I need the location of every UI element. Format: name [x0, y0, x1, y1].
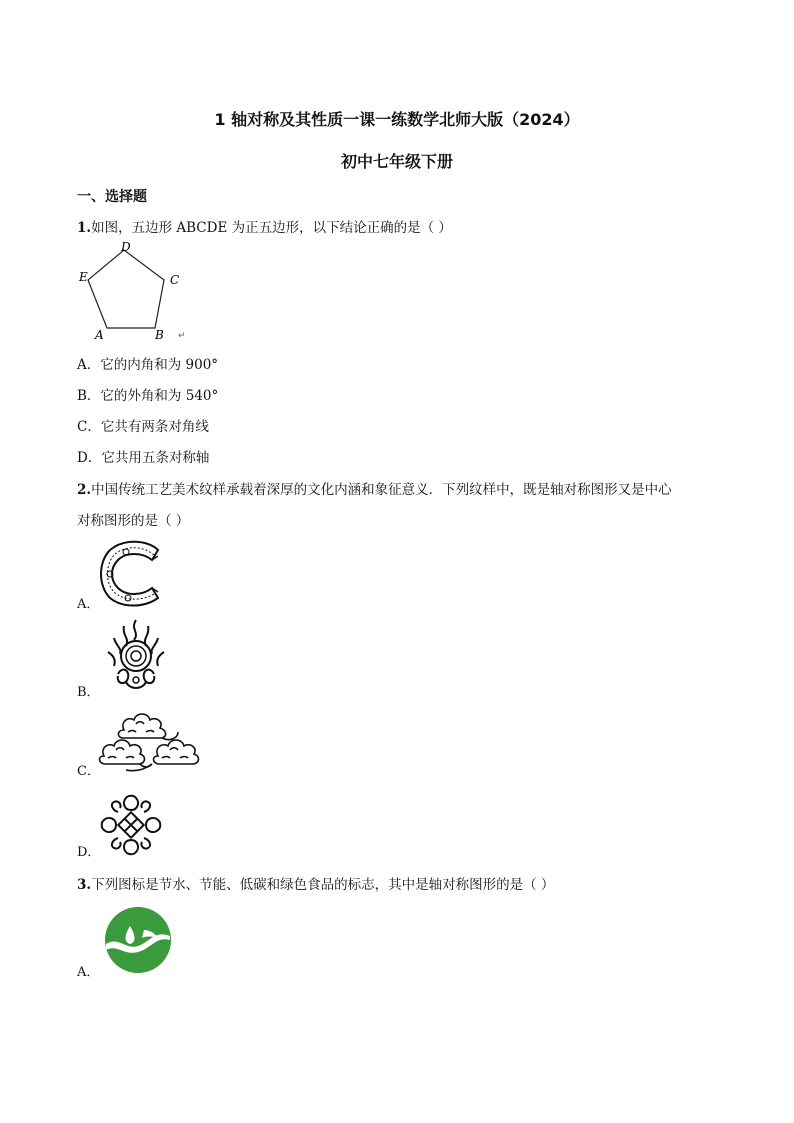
flame-pattern-icon: [100, 616, 172, 694]
q1-option-d: D．它共用五条对称轴: [77, 450, 210, 466]
q3-option-a-label: A．: [77, 965, 100, 980]
q1-option-b: B．它的外角和为 540°: [77, 388, 219, 404]
dragon-pattern-icon: [96, 538, 168, 610]
return-mark-icon: ↵: [178, 331, 186, 341]
q1-option-c: C．它共有两条对角线: [77, 419, 209, 435]
pentagon-shape: [88, 250, 164, 328]
q2-option-d-label: D．: [77, 845, 101, 860]
water-saving-logo-icon: [104, 906, 172, 974]
floral-pattern-icon: [98, 792, 164, 858]
vertex-label-b: B: [155, 328, 164, 342]
question-1: [77, 216, 452, 236]
vertex-label-c: C: [170, 273, 180, 287]
question-3-number: 3.: [77, 877, 92, 893]
document-title-line2: 初中七年级下册: [340, 152, 453, 171]
section-heading: 一、选择题: [77, 189, 147, 205]
question-2-text-line2: 对称图形的是（ ）: [77, 513, 190, 529]
vertex-label-e: E: [79, 270, 88, 284]
question-1-number: 1.: [77, 220, 92, 236]
question-2-text-line1: 中国传统工艺美术纹样承载着深厚的文化内涵和象征意义．下列纹样中，既是轴对称图形又是中心: [91, 482, 672, 498]
q2-option-a-label: A．: [77, 597, 100, 612]
q2-option-c-label: C．: [77, 764, 100, 779]
cloud-pattern-icon: [96, 708, 202, 774]
vertex-label-d: D: [121, 240, 131, 254]
question-1-text: 如图，五边形 ABCDE 为正五边形，以下结论正确的是（ ）: [91, 220, 452, 236]
q2-option-b-label: B．: [77, 685, 100, 700]
pentagon-figure: [75, 238, 195, 344]
vertex-label-a: A: [95, 328, 104, 342]
question-3-text: 下列图标是节水、节能、低碳和绿色食品的标志，其中是轴对称图形的是（ ）: [91, 877, 555, 893]
question-2-number: 2.: [77, 482, 92, 498]
document-title-line1: 1 轴对称及其性质一课一练数学北师大版（2024）: [214, 110, 580, 129]
question-3: [77, 873, 554, 893]
question-2: [77, 478, 672, 498]
q1-option-a: A．它的内角和为 900°: [77, 357, 219, 373]
